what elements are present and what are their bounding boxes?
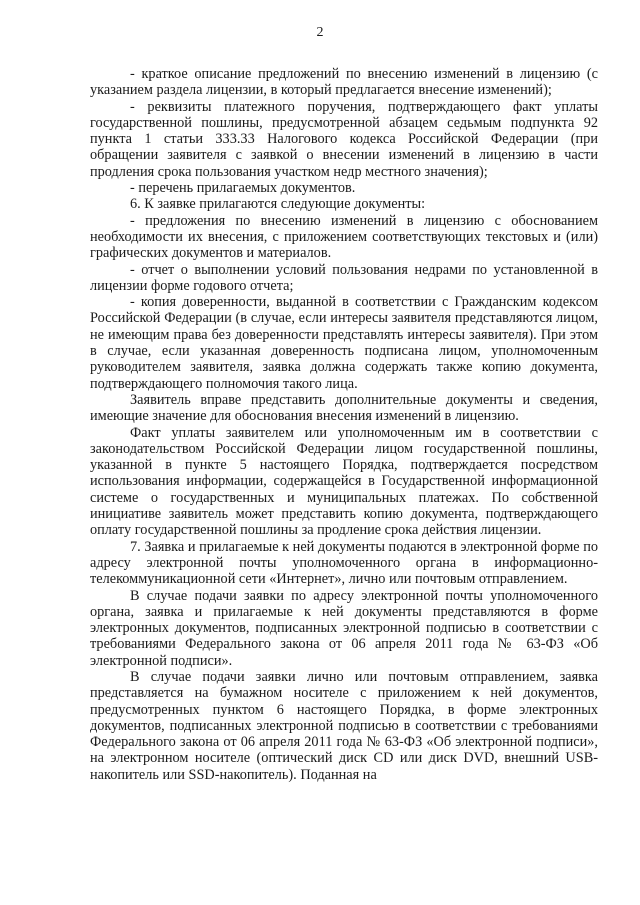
paragraph-power-of-attorney: - копия доверенности, выданной в соответствии с Гражданским кодексом Российской Федерации (в случае, если интересы заявителя представляются лицом, не имеющим права без доверенности представлять интересы заявителя). При этом в случае, если указанная доверенность подписана лицом, уполномоченным руководителем заявителя, заявка должна содержать также копию документа, подтверждающего полномочия такого лица. <box>90 294 598 392</box>
paragraph-section-7: 7. Заявка и прилагаемые к ней документы подаются в электронной форме по адресу электронной почты уполномоченного органа в информационно-телекоммуникационной сети «Интернет», лично или почтовым отправлением. <box>90 538 598 588</box>
paragraph-section-6: 6. К заявке прилагаются следующие документы: <box>130 196 426 213</box>
paragraph-paper-submission: В случае подачи заявки лично или почтовым отправлением, заявка представляется на бумажном носителе с приложением к ней документов, предусмотренных пунктом 6 настоящего Порядка, в форме электронных документов, подписанных электронной подписью в соответствии с требованиями Федерального закона от 06 апреля 2011 года № 63-ФЗ «Об электронной подписи», на электронном носителе (оптический диск CD или диск DVD, внешний USB-накопитель или SSD-накопитель). Поданная на <box>90 668 598 783</box>
page-number: 2 <box>316 25 324 40</box>
document-body <box>90 66 598 783</box>
paragraph-annual-report: - отчет о выполнении условий пользования недрами по установленной в лицензии форме годового отчета; <box>90 261 598 294</box>
paragraph-additional-documents: Заявитель вправе представить дополнительные документы и сведения, имеющие значение для обоснования внесения изменений в лицензию. <box>90 391 598 425</box>
paragraph-change-summary: - краткое описание предложений по внесению изменений в лицензию (с указанием раздела лицензии, в который предлагается внесение изменений); <box>90 66 598 99</box>
paragraph-change-proposals: - предложения по внесению изменений в лицензию с обоснованием необходимости их внесения, с приложением соответствующих текстовых и (или) графических документов и материалов. <box>90 212 598 262</box>
paragraph-documents-list: - перечень прилагаемых документов. <box>130 180 356 197</box>
paragraph-fee-confirmation: Факт уплаты заявителем или уполномоченным им в соответствии с законодательством Российской Федерации лицом государственной пошлины, указанной в пункте 5 настоящего Порядка, подтверждается посредством использования информации, содержащейся в Государственной информационной системе о государственных и муниципальных платежах. По собственной инициативе заявитель может представить копию документа, подтверждающего оплату государственной пошлины за продление срока действия лицензии. <box>90 424 598 539</box>
paragraph-payment-details: - реквизиты платежного поручения, подтверждающего факт уплаты государственной пошлины, предусмотренной абзацем седьмым подпункта 92 пункта 1 статьи 333.33 Налогового кодекса Российской Федерации (при обращении заявителя с заявкой о внесении изменений в лицензию в части продления срока пользования участком недр местного значения); <box>90 98 598 180</box>
paragraph-email-submission: В случае подачи заявки по адресу электронной почты уполномоченного органа, заявка и прилагаемые к ней документы представляются в форме электронных документов, подписанных электронной подписью в соответствии с требованиями Федерального закона от 06 апреля 2011 года № 63-ФЗ «Об электронной подписи». <box>90 587 598 669</box>
